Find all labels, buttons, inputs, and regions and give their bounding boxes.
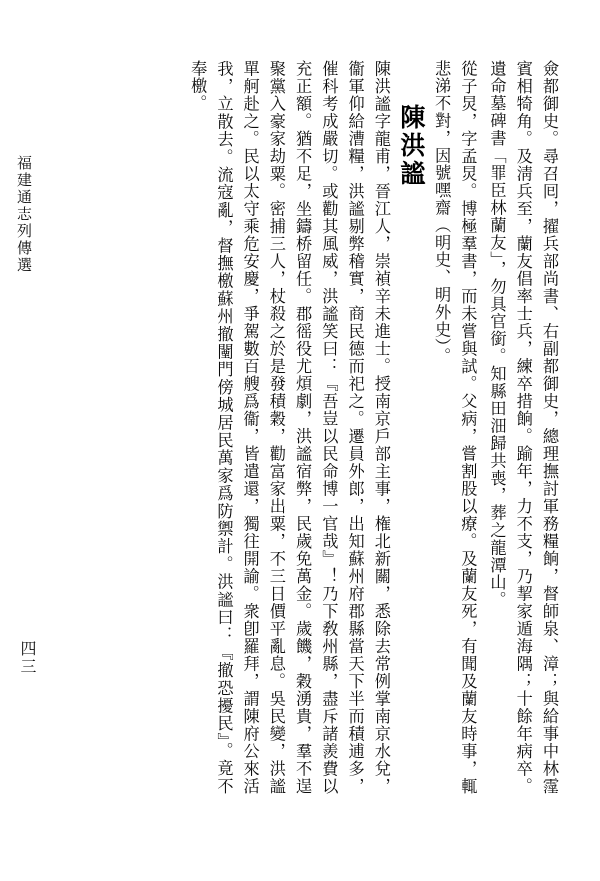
text-column-2: 從子炅，字孟炅。博極羣書，而未嘗與試。父病，嘗割股以療。及蘭友死，有聞及蘭友時事，輒悲涕不對，因號嘿齋（明史、明外史）。	[432, 60, 478, 795]
section-heading-column	[397, 60, 425, 795]
running-head: 福建通志列傳選	[15, 155, 33, 274]
text-column-1: 僉都御史。尋召囘，擢兵部尚書、右副都御史，總理撫討軍務糧餉，督師泉、漳；與給事中林霪賓相犄角。及淸兵至，蘭友倡率士兵，練卒措餉。踰年，力不支，乃挈家遁海隅；十餘年病卒。遺命墓碑書「罪臣林蘭友」，勿具官銜。知縣田沺歸共喪，葬之龍潭山。	[487, 60, 559, 795]
section-heading: 陳洪謐	[396, 104, 426, 188]
vertical-text-block	[38, 60, 562, 820]
page-number: 四三	[18, 640, 37, 676]
text-column-3: 陳洪謐字龍甫，晉江人，崇禎辛未進士。授南京戶部主事，権北新關，悉除去常例掌南京水兌，衞軍仰給漕糧，洪謐剔弊稽實，商民德而祀之。遷員外郎，出知蘇州府郡縣當天下半而積逋多，催科考成嚴切。或勸其風威，洪謐笑曰：『吾豈以民命博一官哉』！乃下敎州縣，盡斥諸羨費以充正額。猶不足，坐鑄桥留任。郡徭役尤煩劇，洪謐宿弊，民歲免萬金。歲饑，穀湧貴，羣不逞聚黨入豪家劫粟。密捕三人，杖殺之於是發積穀，勸富家出粟，不三日價平亂息。吳民變，洪謐單舸赴之。民以太守乘危安慶，爭駕數百艘爲衞，皆遣還，獨往開諭。衆卽羅拜，謂陳府公來活我，立散去。流寇亂，督撫檄蘇州撤闉門傍城居民萬家爲防禦計。洪謐曰：『撤恐擾民』。竟不奉檄。	[188, 60, 391, 795]
